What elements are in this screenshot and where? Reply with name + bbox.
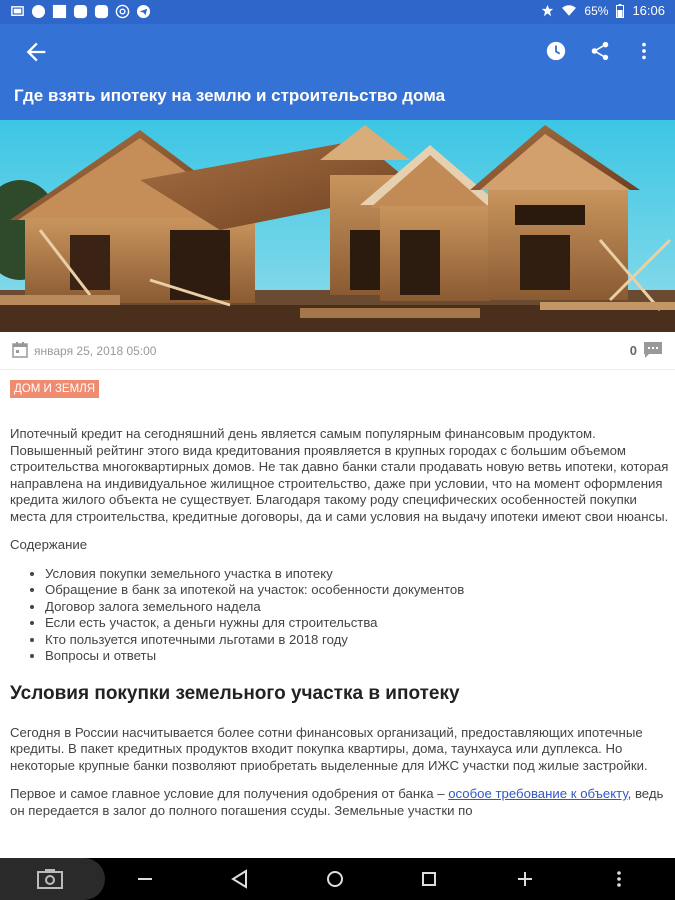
toc-item[interactable]: • Обращение в банк за ипотекой на участок: особенности документов [45,582,670,599]
toc-item[interactable]: • Вопросы и ответы [45,648,670,665]
at-icon [115,4,130,19]
toc-item[interactable]: • Условия покупки земельного участка в ипотеку [45,566,670,583]
home-icon[interactable] [324,868,346,890]
overflow-menu-button[interactable] [631,38,657,64]
screenshot-button[interactable] [0,858,105,900]
house-construction-image [0,120,675,332]
category-badge[interactable]: ДОМ И ЗЕМЛЯ [10,380,99,398]
article-title: Где взять ипотеку на землю и строительство дома [14,86,446,105]
clock-icon [545,40,567,62]
telegram-icon [136,4,151,19]
article-hero-image [0,120,675,332]
article-paragraph [10,786,670,819]
toc-title: Содержание [10,537,88,552]
back-icon[interactable] [229,868,251,890]
toc-item[interactable]: • Договор залога земельного надела [45,599,670,616]
share-icon [589,40,611,62]
clock-time: 16:06 [632,3,665,18]
recents-icon[interactable] [418,868,440,890]
volume-down-icon[interactable] [134,868,156,890]
screen-icon [10,4,25,19]
comment-count[interactable]: 0 [629,343,637,358]
inline-link[interactable]: особое требование к объекту [448,786,628,801]
system-status [541,3,665,18]
more-vert-icon[interactable] [608,868,630,890]
battery-percent: 65% [584,3,609,18]
article-meta [0,332,675,370]
app-icon [73,4,88,19]
more-vert-icon [633,40,655,62]
toc-item[interactable]: • Если есть участок, а деньги нужны для строительства [45,615,670,632]
app-icon [31,4,46,19]
app-icon [94,4,109,19]
calendar-icon [12,342,28,358]
paragraph-text: , ведь он передается в залог до полного погашения ссуды. Земельные участки по [10,786,664,818]
paragraph-text: Первое и самое главное условие для получения одобрения от банка – [10,786,449,801]
section-heading: Условия покупки земельного участка в ипотеку [10,682,460,704]
battery-icon [616,4,624,18]
share-button[interactable] [587,38,613,64]
table-of-contents [10,566,670,665]
wifi-icon [562,4,576,17]
back-button[interactable] [22,38,50,66]
toc-item[interactable]: • Кто пользуется ипотечными льготами в 2018 году [45,632,670,649]
arrow-back-icon [22,38,50,66]
article-intro: Ипотечный кредит на сегодняшний день является самым популярным финансовым продуктом. Повышенный рейтинг этого вида кредитования проявляется в крупных городах с большим объемом строительства многоквартирных домов. Не так давно банки стали продавать новую ветвь ипотеки, которая направлена на индивидуальное жилищное строительство, даже при условии, что на момент оформления кредита жилого объекта не существует. Благодаря такому роду специфических особенностей покупки места для строительства, кредитные договоры, да и сами условия на выдачу ипотеки имеют свои нюансы. [10,426,669,524]
app-bar [0,24,675,120]
article-paragraph: Сегодня в России насчитывается более сотни финансовых организаций, предоставляющих ипотечные кредиты. В пакет кредитных продуктов входит покупка квартиры, дома, таунхауса или дуплекса. Но некоторые крупные банки позволяют приобретать выделенные для ИЖС участки под жилые застройки. [10,724,648,773]
article-body [10,426,670,831]
star-icon [541,4,554,17]
article-date: января 25, 2018 05:00 [34,344,157,358]
read-later-button[interactable] [543,38,569,64]
screenshot-icon [37,869,63,889]
status-bar [0,0,675,24]
volume-up-icon[interactable] [514,868,536,890]
app-icon [52,4,67,19]
comment-icon[interactable] [643,341,663,359]
system-nav-bar [0,858,675,900]
app-bar-actions [543,38,657,64]
notification-icons [10,4,151,19]
